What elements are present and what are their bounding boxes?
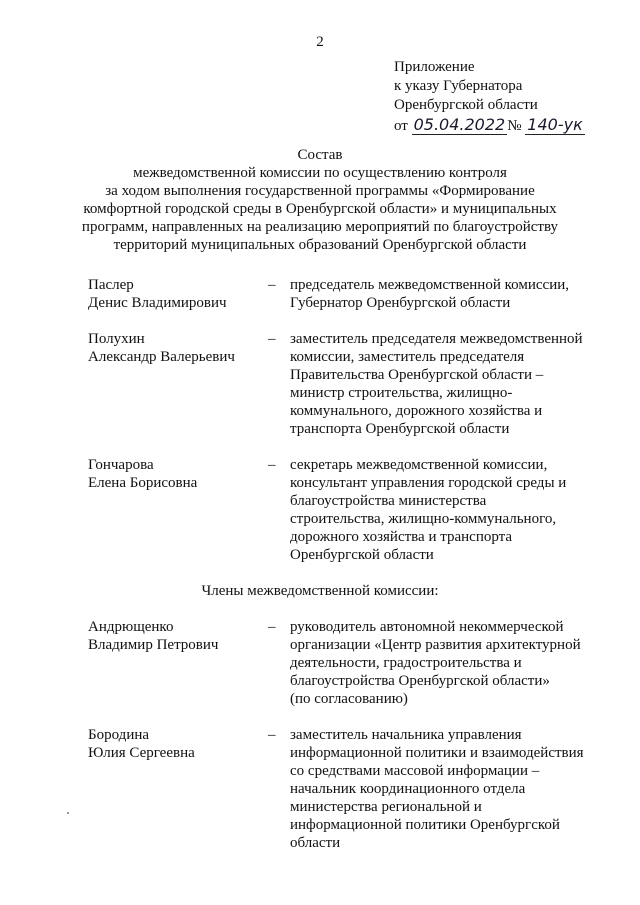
- member-surname: Бородина: [88, 727, 150, 743]
- member-role: [290, 456, 590, 564]
- title-heading: Состав: [297, 147, 343, 163]
- member-surname: Андрющенко: [88, 619, 174, 635]
- role-line: деятельности, градостроительства и: [290, 655, 522, 671]
- member-name: [88, 726, 268, 852]
- member-role: [290, 276, 590, 312]
- member-given-names: Денис Владимирович: [88, 295, 227, 311]
- member-surname: Полухин: [88, 331, 145, 347]
- role-line: благоустройства Оренбургской области»: [290, 673, 550, 689]
- member-name: [88, 456, 268, 564]
- role-line: информационной политики и взаимодействия: [290, 745, 584, 761]
- member-role: [290, 618, 590, 708]
- member-dash: –: [268, 331, 276, 347]
- role-line: транспорта Оренбургской области: [290, 421, 510, 437]
- role-line: председатель межведомственной комиссии,: [290, 277, 569, 293]
- appendix-date-line: [394, 115, 585, 136]
- member-dash: –: [268, 619, 276, 635]
- role-line: Губернатор Оренбургской области: [290, 295, 511, 311]
- member-row: [88, 618, 608, 708]
- title-line: комфортной городской среды в Оренбургской области» и муниципальных: [83, 201, 557, 217]
- member-name: [88, 276, 268, 312]
- role-line: министерства региональной и: [290, 799, 482, 815]
- title-line: территорий муниципальных образований Оренбургской области: [113, 237, 527, 253]
- role-line: Правительства Оренбургской области –: [290, 367, 544, 383]
- member-surname: Паслер: [88, 277, 134, 293]
- role-line: организации «Центр развития архитектурной: [290, 637, 581, 653]
- role-line: заместитель начальника управления: [290, 727, 522, 743]
- role-line: информационной политики Оренбургской: [290, 817, 560, 833]
- role-line: со средствами массовой информации –: [290, 763, 540, 779]
- member-given-names: Владимир Петрович: [88, 637, 219, 653]
- role-line: Оренбургской области: [290, 547, 434, 563]
- appendix-region: Оренбургской области: [394, 97, 538, 113]
- title-line: межведомственной комиссии по осуществлению контроля: [133, 165, 507, 181]
- member-dash: –: [268, 277, 276, 293]
- handwritten-date: 05.04.2022: [413, 115, 506, 134]
- commission-composition: [88, 276, 608, 870]
- member-row: [88, 726, 608, 852]
- role-line: начальник координационного отдела: [290, 781, 526, 797]
- number-sign: №: [507, 118, 522, 134]
- role-line: дорожного хозяйства и транспорта: [290, 529, 513, 545]
- role-line: заместитель председателя межведомственной: [290, 331, 583, 347]
- role-line: секретарь межведомственной комиссии,: [290, 457, 548, 473]
- member-given-names: Александр Валерьевич: [88, 349, 235, 365]
- member-role: [290, 330, 590, 438]
- role-line: министр строительства, жилищно-: [290, 385, 513, 401]
- role-line: консультант управления городской среды и: [290, 475, 567, 491]
- date-prefix: от: [394, 118, 408, 134]
- member-given-names: Елена Борисовна: [88, 475, 198, 491]
- page-number: 2: [316, 34, 324, 50]
- member-surname: Гончарова: [88, 457, 154, 473]
- member-name: [88, 330, 268, 438]
- document-title: [60, 146, 580, 254]
- title-line: программ, направленных на реализацию мероприятий по благоустройству: [81, 219, 559, 235]
- member-dash: –: [268, 457, 276, 473]
- role-line: (по согласованию): [290, 691, 408, 707]
- members-subheading: Члены межведомственной комиссии:: [201, 583, 439, 599]
- role-line: области: [290, 835, 341, 851]
- scan-speck: [67, 812, 69, 814]
- member-row: [88, 456, 608, 564]
- handwritten-number: 140-ук: [527, 115, 583, 134]
- role-line: коммунального, дорожного хозяйства и: [290, 403, 543, 419]
- appendix-block: [394, 58, 585, 136]
- appendix-label: Приложение: [394, 59, 475, 75]
- title-line: за ходом выполнения государственной программы «Формирование: [105, 183, 535, 199]
- member-dash: –: [268, 727, 276, 743]
- role-line: комиссии, заместитель председателя: [290, 349, 525, 365]
- role-line: благоустройства министерства: [290, 493, 487, 509]
- member-row: [88, 276, 608, 312]
- member-role: [290, 726, 590, 852]
- appendix-decree-ref: к указу Губернатора: [394, 78, 523, 94]
- role-line: строительства, жилищно-коммунального,: [290, 511, 557, 527]
- member-name: [88, 618, 268, 708]
- role-line: руководитель автономной некоммерческой: [290, 619, 564, 635]
- member-row: [88, 330, 608, 438]
- member-given-names: Юлия Сергеевна: [88, 745, 195, 761]
